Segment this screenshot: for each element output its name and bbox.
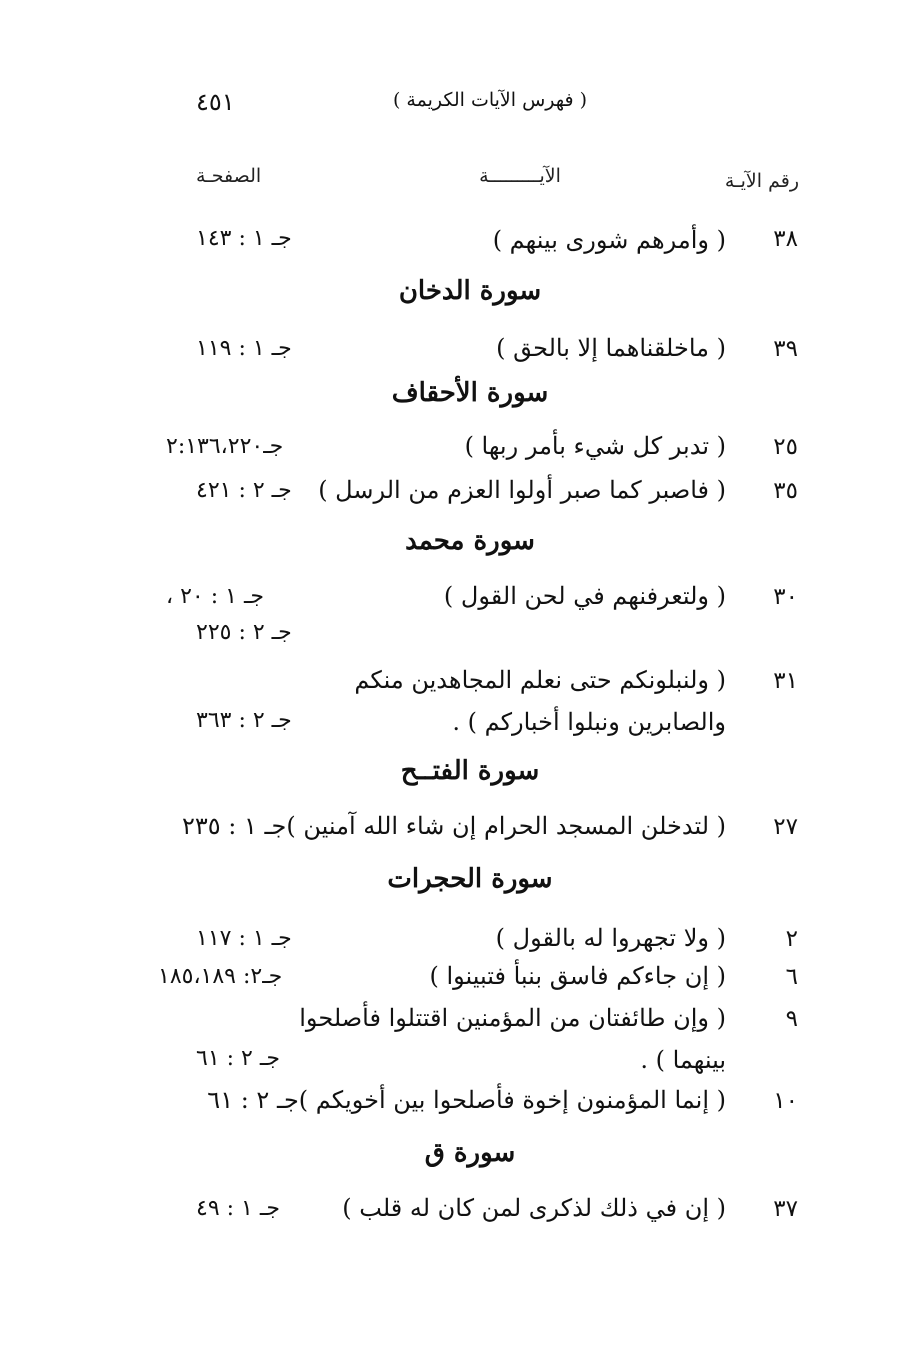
verse-number: ١٠ <box>773 1088 798 1114</box>
verse-number: ٣٥ <box>773 478 798 504</box>
verse-text-continuation: والصابرين ونبلوا أخباركم ) . <box>452 708 726 736</box>
verse-text: ( إنما المؤمنون إخوة فأصلحوا بين أخويكم )جـ ٢ : ٦١ <box>207 1086 726 1114</box>
column-header-verse-number: رقم الآيـة <box>724 170 799 192</box>
verse-text: ( لتدخلن المسجد الحرام إن شاء الله آمنين )جـ ١ : ٢٣٥ <box>181 812 726 840</box>
page-reference: جـ ٢ : ٦١ <box>196 1046 280 1071</box>
verse-text: ( فاصبر كما صبر أولوا العزم من الرسل ) <box>318 476 726 504</box>
verse-number: ٢٥ <box>773 434 798 460</box>
verse-text: ( وأمرهم شورى بينهم ) <box>492 226 726 254</box>
page-reference: جـ ٢ : ٢٢٥ <box>196 620 292 645</box>
verse-text: ( ولتعرفنهم في لحن القول ) <box>443 582 726 610</box>
verse-text-continuation: بينهما ) . <box>640 1046 726 1074</box>
page-reference: جـ ١ : ٤٩ <box>196 1196 280 1221</box>
surah-title: سورة الحجرات <box>387 864 553 894</box>
verse-text: ( ماخلقناهما إلا بالحق ) <box>496 334 726 362</box>
page-reference: جـ٢:١٣٦،٢٢٠ <box>166 434 284 459</box>
verse-text: ( تدبر كل شيء بأمر ربها ) <box>464 432 726 460</box>
page-reference: جـ ١ : ٢٠ ، <box>166 584 265 609</box>
surah-title: سورة الدخان <box>398 276 542 306</box>
verse-number: ٣٩ <box>773 336 798 362</box>
page-reference: جـ ١ : ١٤٣ <box>196 226 292 251</box>
surah-title: سورة الفتــح <box>400 756 540 786</box>
page-reference: جـ ٢ : ٣٦٣ <box>196 708 292 733</box>
verse-number: ٣١ <box>773 668 798 694</box>
surah-title: سورة ق <box>424 1138 516 1168</box>
verse-text: ( وإن طائفتان من المؤمنين اقتتلوا فأصلحوا <box>299 1004 726 1032</box>
verse-number: ٣٧ <box>773 1196 798 1222</box>
page-number: ٤٥١ <box>196 88 235 116</box>
verse-text: ( إن في ذلك لذكرى لمن كان له قلب ) <box>342 1194 726 1222</box>
column-header-page: الصفحـة <box>196 165 262 187</box>
page-reference: جـ ٢ : ٤٢١ <box>196 478 292 503</box>
column-header-verse: الآيـــــــــة <box>479 165 561 187</box>
verse-text: ( ولنبلونكم حتى نعلم المجاهدين منكم <box>354 666 726 694</box>
verse-number: ٩ <box>785 1006 798 1032</box>
page-reference: جـ ١ : ١١٩ <box>196 336 292 361</box>
page-reference: جـ٢: ١٨٥،١٨٩ <box>158 964 283 989</box>
surah-title: سورة محمد <box>405 526 535 556</box>
verse-number: ٢٧ <box>773 814 798 840</box>
verse-number: ٣٨ <box>773 226 798 252</box>
verse-text: ( ولا تجهروا له بالقول ) <box>495 924 726 952</box>
verse-text: ( إن جاءكم فاسق بنبأ فتبينوا ) <box>429 962 726 990</box>
running-title: ( فهرس الآيات الكريمة ) <box>392 89 588 111</box>
verse-number: ٦ <box>785 964 798 990</box>
verse-number: ٣٠ <box>773 584 798 610</box>
verse-number: ٢ <box>785 926 798 952</box>
surah-title: سورة الأحقاف <box>391 378 549 408</box>
page-reference: جـ ١ : ١١٧ <box>196 926 292 951</box>
